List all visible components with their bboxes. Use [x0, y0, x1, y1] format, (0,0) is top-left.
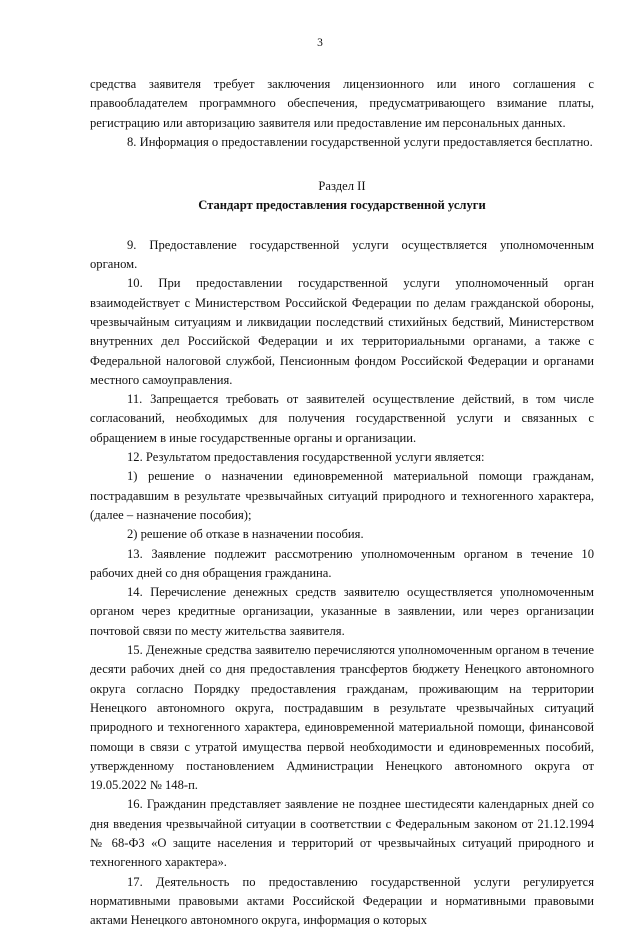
page-number: 3: [317, 37, 323, 49]
paragraph-11: 11. Запрещается требовать от заявителей осуществление действий, в том числе согласований, необходимых для получения государственной услуги и связанных с обращением в иные государственные органы и организации.: [90, 392, 594, 445]
paragraph-8: 8. Информация о предоставлении государственной услуги предоставляется бесплатно.: [127, 134, 593, 149]
paragraph-12: 12. Результатом предоставления государственной услуги является:: [127, 450, 485, 465]
section-title: Стандарт предоставления государственной услуги: [198, 198, 486, 213]
paragraph-continuation: средства заявителя требует заключения лицензионного или иного соглашения с правообладателем программного обеспечения, предусматривающего взимание платы, регистрацию или авторизацию заявителя или предоставление им персональных данных.: [90, 77, 594, 130]
paragraph-12-item-1: 1) решение о назначении единовременной материальной помощи гражданам, пострадавшим в результате чрезвычайных ситуаций природного и техногенного характера, (далее – назначение пособия);: [90, 469, 594, 522]
paragraph-12-item-2: 2) решение об отказе в назначении пособия.: [127, 527, 364, 542]
paragraph-17: 17. Деятельность по предоставлению государственной услуги регулируется нормативными правовыми актами Российской Федерации и нормативными правовыми актами Ненецкого автономного округа, информация о которых: [90, 874, 594, 928]
paragraph-10: 10. При предоставлении государственной услуги уполномоченный орган взаимодействует с Министерством Российской Федерации по делам гражданской обороны, чрезвычайным ситуациям и ликвидации последствий стихийных бедствий, Министерством внутренних дел Российской Федерации и их территориальными органами, а также с Федеральной налоговой службой, Пенсионным фондом Российской Федерации и органами местного самоуправления.: [90, 276, 594, 387]
section-heading: Раздел II: [318, 179, 366, 194]
paragraph-16: 16. Гражданин представляет заявление не позднее шестидесяти календарных дней со дня введения чрезвычайной ситуации в соответствии с Федеральным законом от 21.12.1994 № 68-ФЗ «О защите населения и территорий от чрезвычайных ситуаций природного и техногенного характера».: [90, 797, 594, 870]
paragraph-13: 13. Заявление подлежит рассмотрению уполномоченным органом в течение 10 рабочих дней со дня обращения гражданина.: [90, 546, 594, 580]
paragraph-9: 9. Предоставление государственной услуги осуществляется уполномоченным органом.: [90, 237, 594, 272]
document-body: [90, 75, 594, 930]
paragraph-14: 14. Перечисление денежных средств заявителю осуществляется уполномоченным органом через кредитные организации, указанные в заявлении, или через организации почтовой связи по месту жительства заявителя.: [90, 585, 594, 638]
paragraph-15: 15. Денежные средства заявителю перечисляются уполномоченным органом в течение десяти рабочих дней со дня предоставления трансфертов бюджету Ненецкого автономного округа согласно Порядку предоставления гражданам, проживающим на территории Ненецкого автономного округа, пострадавшим в результате чрезвычайных ситуаций природного и техногенного характера, единовременной материальной помощи, финансовой помощи в связи с утратой имущества первой необходимости и единовременных пособий, утвержденному постановлением Администрации Ненецкого автономного округа от 19.05.2022 № 148-п.: [90, 643, 594, 793]
